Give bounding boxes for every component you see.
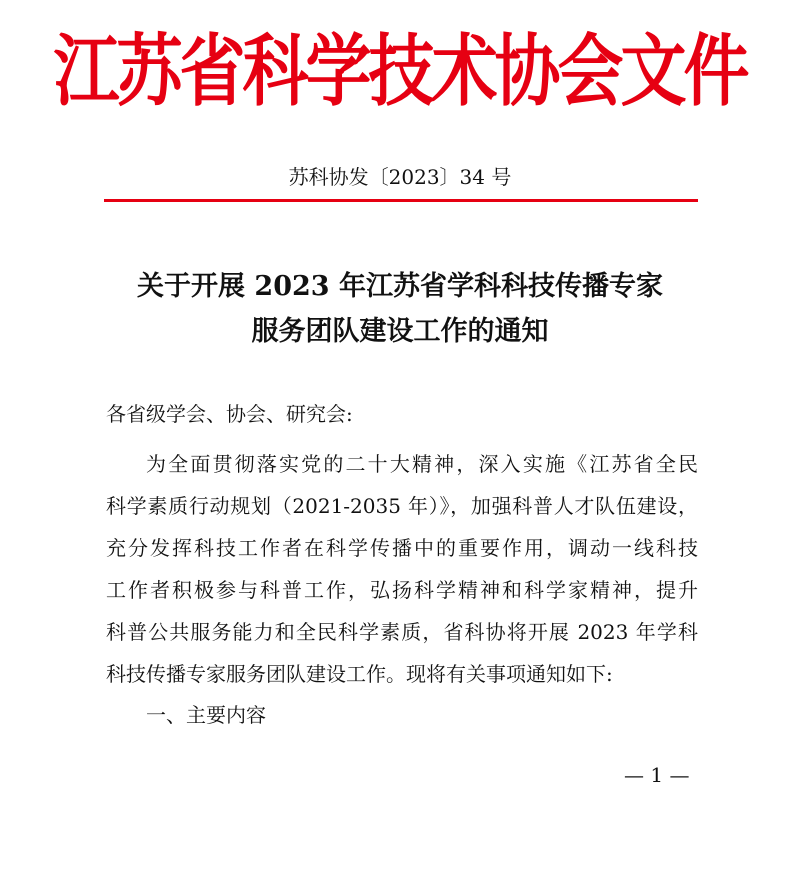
salutation: 各省级学会、协会、研究会: — [106, 402, 353, 426]
body-paragraph-line: 科学素质行动规划（2021-2035 年）》，加强科普人才队伍建设， — [106, 494, 698, 518]
section-heading: 一、主要内容 — [146, 703, 266, 727]
body-paragraph-line: 科普公共服务能力和全民科学素质，省科协将开展 2023 年学科 — [106, 620, 698, 644]
body-paragraph-line: 为全面贯彻落实党的二十大精神，深入实施《江苏省全民 — [146, 452, 698, 476]
red-separator-line — [104, 199, 698, 202]
body-paragraph-line: 充分发挥科技工作者在科学传播中的重要作用，调动一线科技 — [106, 536, 698, 560]
body-paragraph-line: 科技传播专家服务团队建设工作。现将有关事项通知如下: — [106, 662, 613, 686]
notice-title-line-2: 服务团队建设工作的通知 — [251, 316, 549, 347]
document-number: 苏科协发〔2023〕34 号 — [288, 165, 512, 189]
notice-title-line-1: 关于开展 2023 年江苏省学科科技传播专家 — [137, 271, 663, 302]
page-number: — 1 — — [624, 763, 690, 787]
document-masthead: 江苏省科学技术协会文件 — [53, 25, 747, 118]
body-paragraph-line: 工作者积极参与科普工作，弘扬科学精神和科学家精神，提升 — [106, 578, 698, 602]
